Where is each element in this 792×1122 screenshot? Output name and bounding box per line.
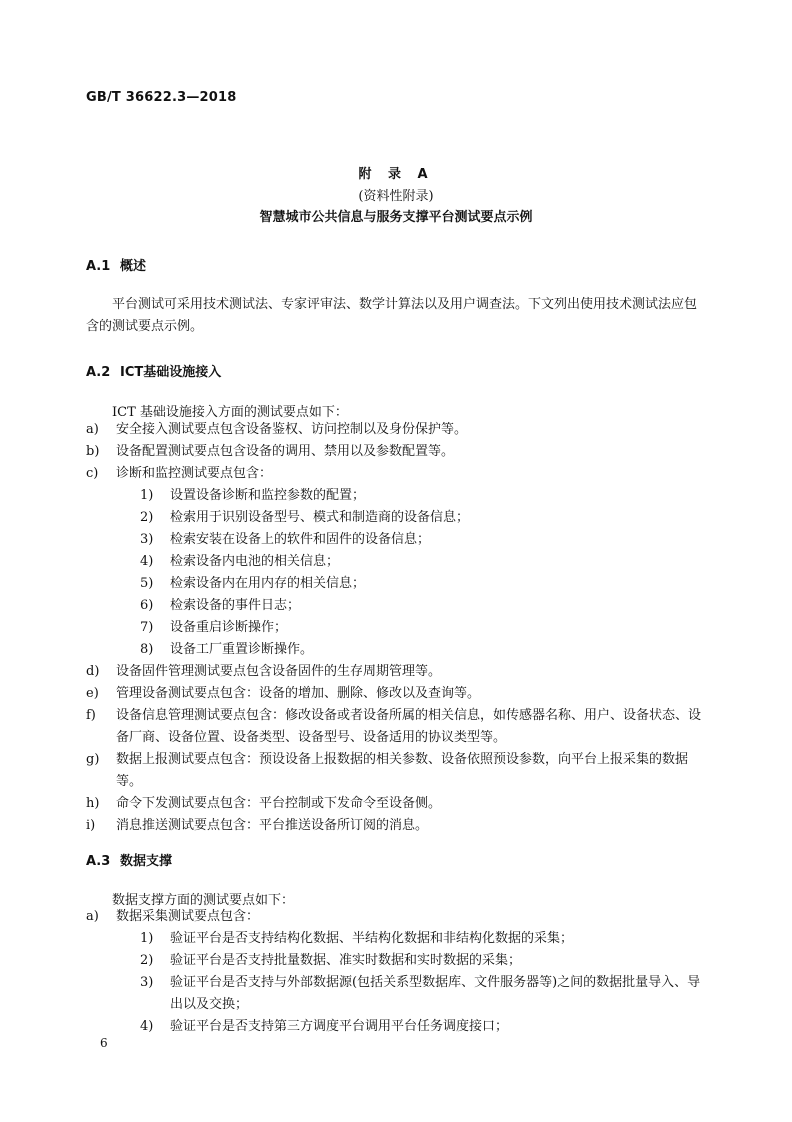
section-number: A.3 — [86, 854, 111, 869]
sub-list-item: 6) 检索设备的事件日志； — [140, 598, 301, 613]
standard-code-header: GB/T 36622.3—2018 — [86, 90, 237, 105]
section-title: 概述 — [120, 259, 147, 274]
sub-list-item: 3) 检索安装在设备上的软件和固件的设备信息； — [140, 532, 431, 547]
section-heading-a1 — [86, 255, 146, 274]
list-item: d) 设备固件管理测试要点包含设备固件的生存周期管理等。 — [86, 664, 442, 679]
list-item: i) 消息推送测试要点包含：平台推送设备所订阅的消息。 — [86, 818, 429, 833]
a1-paragraph-text: 平台测试可采用技术测试法、专家评审法、数学计算法以及用户调查法。下文列出使用技术测试法应包含的测试要点示例。 — [86, 297, 698, 334]
sub-list-item: 2) 验证平台是否支持批量数据、准实时数据和实时数据的采集； — [140, 953, 522, 968]
list-item: c) 诊断和监控测试要点包含： — [86, 466, 273, 481]
section-heading-a2 — [86, 361, 221, 380]
sub-list-item: 4) 检索设备内电池的相关信息； — [140, 554, 340, 569]
a2-intro: ICT 基础设施接入方面的测试要点如下： — [112, 405, 348, 420]
sub-list-item: 4) 验证平台是否支持第三方调度平台调用平台任务调度接口； — [140, 1019, 509, 1034]
list-item: g) 数据上报测试要点包含：预设设备上报数据的相关参数、设备依照预设参数，向平台上报采集的数据等。 — [86, 752, 689, 789]
list-item: b) 设备配置测试要点包含设备的调用、禁用以及参数配置等。 — [86, 444, 455, 459]
annex-type: (资料性附录) — [358, 189, 434, 204]
sub-list-item: 1) 验证平台是否支持结构化数据、半结构化数据和非结构化数据的采集； — [140, 931, 574, 946]
list-item: a) 数据采集测试要点包含： — [86, 909, 260, 924]
section-number: A.2 — [86, 365, 111, 380]
page-number: 6 — [100, 1036, 108, 1050]
a3-intro: 数据支撑方面的测试要点如下： — [112, 893, 295, 908]
section-title: 数据支撑 — [120, 854, 173, 869]
sub-list-item: 2) 检索用于识别设备型号、模式和制造商的设备信息； — [140, 510, 470, 525]
list-item: a) 安全接入测试要点包含设备鉴权、访问控制以及身份保护等。 — [86, 422, 468, 437]
sub-list-item: 5) 检索设备内在用内存的相关信息； — [140, 576, 366, 591]
sub-list-item: 3) 验证平台是否支持与外部数据源(包括关系型数据库、文件服务器等)之间的数据批量导入、导出以及交换； — [140, 975, 701, 1012]
sub-list-item: 1) 设置设备诊断和监控参数的配置； — [140, 488, 366, 503]
sub-list-item: 7) 设备重启诊断操作； — [140, 620, 288, 635]
list-item: e) 管理设备测试要点包含：设备的增加、删除、修改以及查询等。 — [86, 686, 481, 701]
list-item: h) 命令下发测试要点包含：平台控制或下发命令至设备侧。 — [86, 796, 442, 811]
annex-name: 智慧城市公共信息与服务支撑平台测试要点示例 — [259, 210, 533, 225]
section-heading-a3 — [86, 850, 172, 869]
a1-paragraph — [86, 294, 708, 338]
section-title: ICT基础设施接入 — [120, 365, 222, 380]
annex-title: 附 录 A — [358, 167, 434, 182]
section-number: A.1 — [86, 259, 111, 274]
sub-list-item: 8) 设备工厂重置诊断操作。 — [140, 642, 314, 657]
list-item: f) 设备信息管理测试要点包含：修改设备或者设备所属的相关信息，如传感器名称、用户、设备状态、设备厂商、设备位置、设备类型、设备型号、设备适用的协议类型等。 — [86, 708, 702, 745]
